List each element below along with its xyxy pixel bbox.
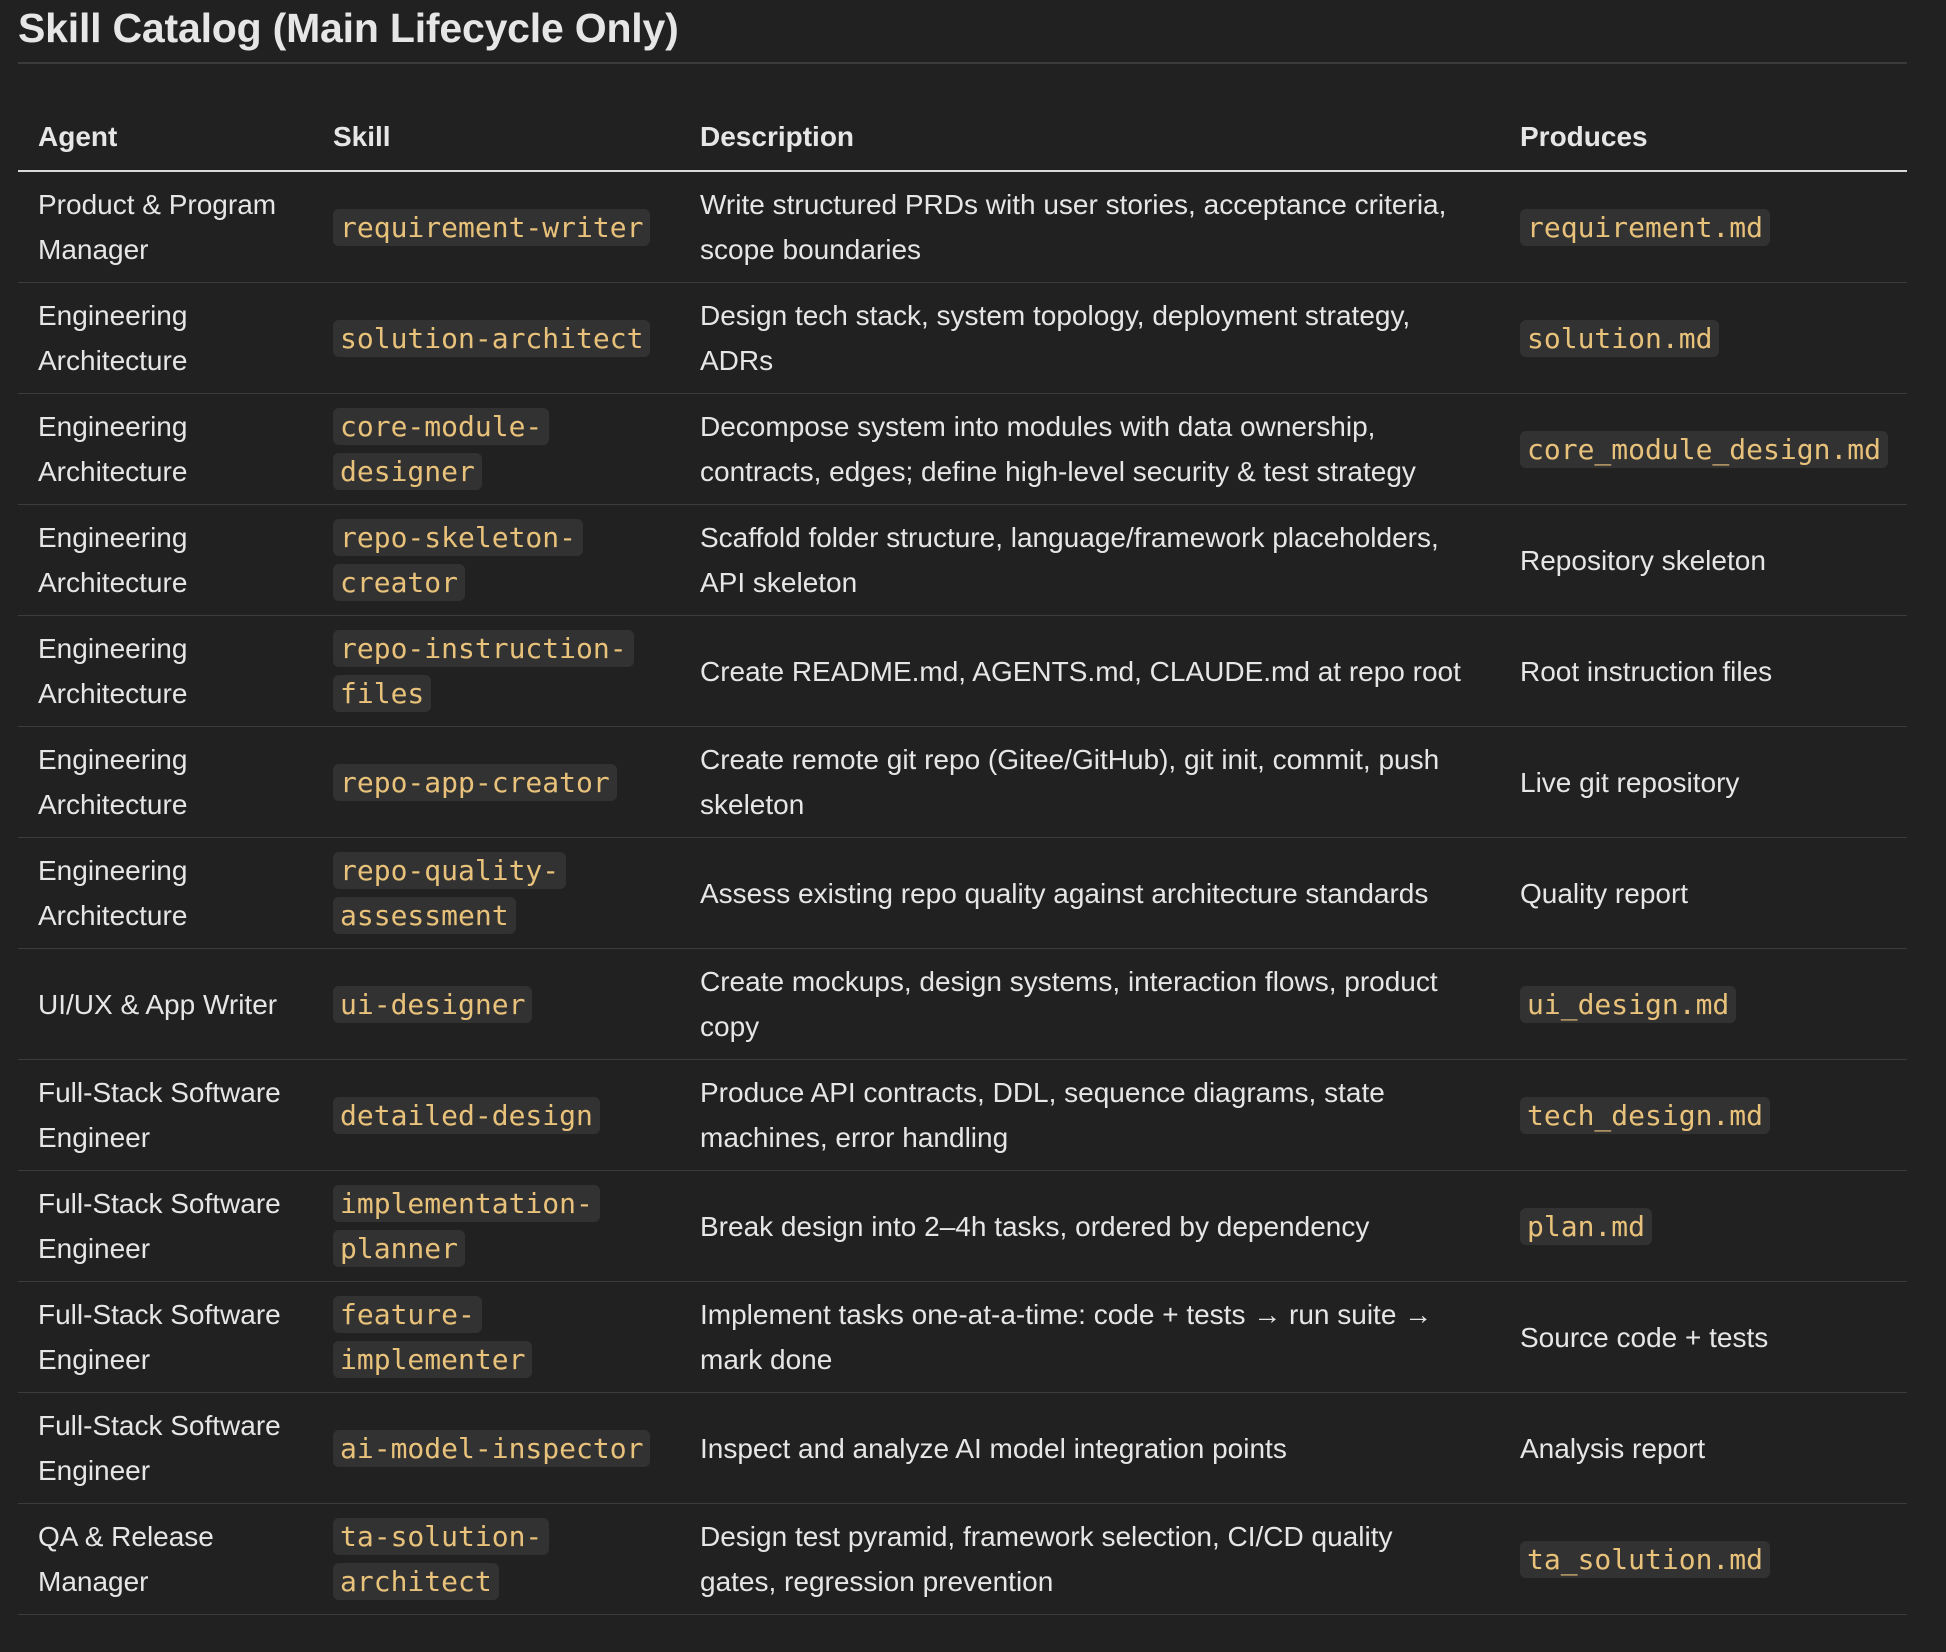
produces-cell: Live git repository (1506, 727, 1907, 838)
description-cell: Assess existing repo quality against architecture standards (672, 838, 1506, 949)
skill-cell (311, 394, 672, 505)
description-cell: Design test pyramid, framework selection, CI/CD quality gates, regression prevention (672, 1504, 1506, 1615)
description-cell: Create remote git repo (Gitee/GitHub), git init, commit, push skeleton (672, 727, 1506, 838)
description-cell: Break design into 2–4h tasks, ordered by dependency (672, 1171, 1506, 1282)
description-cell: Inspect and analyze AI model integration points (672, 1393, 1506, 1504)
agent-cell: Engineering Architecture (18, 283, 311, 394)
skill-cell (311, 1171, 672, 1282)
description-cell: Decompose system into modules with data ownership, contracts, edges; define high-level security & test strategy (672, 394, 1506, 505)
skill-name-code: ta-​solution-​architect (333, 1518, 549, 1600)
skill-name-code: detailed-​design (333, 1097, 600, 1134)
agent-cell: UI/UX & App Writer (18, 949, 311, 1060)
produces-cell (1506, 949, 1907, 1060)
skill-name-code: repo-​skeleton-​creator (333, 519, 583, 601)
header-description: Description (672, 104, 1506, 171)
produces-cell (1506, 1171, 1907, 1282)
table-header (18, 104, 1907, 171)
produces-file-code: ui_design.md (1520, 986, 1736, 1023)
agent-cell: Product & Program Manager (18, 171, 311, 283)
description-cell: Produce API contracts, DDL, sequence diagrams, state machines, error handling (672, 1060, 1506, 1171)
description-cell: Create mockups, design systems, interaction flows, product copy (672, 949, 1506, 1060)
header-agent: Agent (18, 104, 311, 171)
description-cell: Create README.md, AGENTS.md, CLAUDE.md at repo root (672, 616, 1506, 727)
table-body (18, 171, 1907, 1615)
produces-cell: Quality report (1506, 838, 1907, 949)
skill-name-code: repo-​app-​creator (333, 764, 617, 801)
produces-file-code: ta_solution.md (1520, 1541, 1770, 1578)
skill-name-code: solution-​architect (333, 320, 650, 357)
produces-cell: Analysis report (1506, 1393, 1907, 1504)
produces-cell (1506, 171, 1907, 283)
title-divider (18, 62, 1907, 64)
produces-cell: Root instruction files (1506, 616, 1907, 727)
table-row (18, 505, 1907, 616)
table-row (18, 171, 1907, 283)
table-row (18, 1393, 1907, 1504)
description-cell: Write structured PRDs with user stories, acceptance criteria, scope boundaries (672, 171, 1506, 283)
description-cell: Scaffold folder structure, language/framework placeholders, API skeleton (672, 505, 1506, 616)
header-produces: Produces (1506, 104, 1907, 171)
skill-cell (311, 171, 672, 283)
agent-cell: Engineering Architecture (18, 505, 311, 616)
skill-cell (311, 838, 672, 949)
skill-name-code: feature-​implementer (333, 1296, 532, 1378)
page-title: Skill Catalog (Main Lifecycle Only) (18, 5, 679, 51)
skill-cell (311, 727, 672, 838)
description-cell: Implement tasks one-at-a-time: code + tests → run suite → mark done (672, 1282, 1506, 1393)
header-skill: Skill (311, 104, 672, 171)
skill-name-code: repo-​instruction-​files (333, 630, 634, 712)
table-row (18, 949, 1907, 1060)
produces-cell (1506, 1060, 1907, 1171)
skill-name-code: ai-​model-​inspector (333, 1430, 650, 1467)
table-row (18, 838, 1907, 949)
agent-cell: Full-Stack Software Engineer (18, 1393, 311, 1504)
table-row (18, 394, 1907, 505)
table-row (18, 1504, 1907, 1615)
skill-cell (311, 1060, 672, 1171)
agent-cell: Full-Stack Software Engineer (18, 1060, 311, 1171)
skill-cell (311, 1504, 672, 1615)
table-row (18, 616, 1907, 727)
produces-file-code: plan.md (1520, 1208, 1652, 1245)
produces-file-code: solution.md (1520, 320, 1719, 357)
agent-cell: Engineering Architecture (18, 838, 311, 949)
header-row (18, 104, 1907, 171)
produces-cell (1506, 394, 1907, 505)
agent-cell: Full-Stack Software Engineer (18, 1282, 311, 1393)
agent-cell: Engineering Architecture (18, 727, 311, 838)
skill-name-code: core-​module-​designer (333, 408, 549, 490)
skill-cell (311, 505, 672, 616)
table-row (18, 727, 1907, 838)
skill-cell (311, 283, 672, 394)
agent-cell: Engineering Architecture (18, 394, 311, 505)
skill-cell (311, 949, 672, 1060)
agent-cell: Full-Stack Software Engineer (18, 1171, 311, 1282)
table-row (18, 1171, 1907, 1282)
table-row (18, 283, 1907, 394)
skill-name-code: ui-​designer (333, 986, 532, 1023)
skill-cell (311, 1282, 672, 1393)
produces-file-code: requirement.md (1520, 209, 1770, 246)
produces-cell (1506, 1504, 1907, 1615)
description-cell: Design tech stack, system topology, deployment strategy, ADRs (672, 283, 1506, 394)
skill-name-code: requirement-​writer (333, 209, 650, 246)
produces-cell: Repository skeleton (1506, 505, 1907, 616)
skill-name-code: repo-​quality-​assessment (333, 852, 566, 934)
skill-catalog-table (18, 104, 1907, 1615)
table-row (18, 1060, 1907, 1171)
table-row (18, 1282, 1907, 1393)
produces-cell (1506, 283, 1907, 394)
skill-name-code: implementation-​planner (333, 1185, 600, 1267)
skill-cell (311, 616, 672, 727)
produces-file-code: tech_design.md (1520, 1097, 1770, 1134)
agent-cell: QA & Release Manager (18, 1504, 311, 1615)
produces-file-code: core_module_design.md (1520, 431, 1888, 468)
produces-cell: Source code + tests (1506, 1282, 1907, 1393)
skill-cell (311, 1393, 672, 1504)
agent-cell: Engineering Architecture (18, 616, 311, 727)
